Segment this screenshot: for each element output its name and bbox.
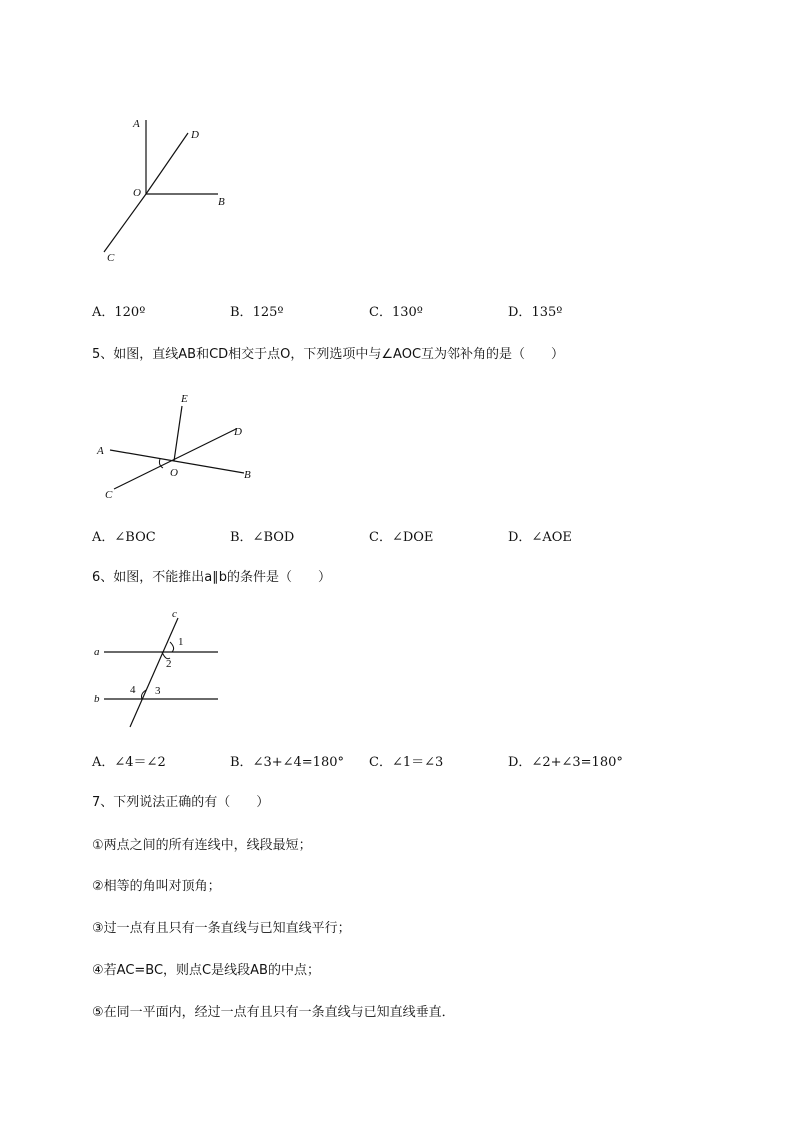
q5-option-b[interactable] [230,529,294,547]
ray-oc [104,194,146,252]
option-letter: A． [92,755,115,770]
option-text: ∠AOE [531,530,572,545]
q7-statement-2: ②相等的角叫对顶角； [92,879,221,894]
q4-option-a[interactable] [92,304,145,322]
option-text: 130º [391,305,423,320]
label-1: 1 [178,636,184,648]
option-text: ∠DOE [391,530,434,545]
label-2: 2 [166,658,172,670]
option-letter: D． [508,755,532,770]
q5-option-c[interactable] [369,529,433,547]
option-text: ∠2+∠3=180° [531,755,623,770]
label-e: E [181,393,188,405]
label-o: O [170,467,178,479]
label-d: D [191,129,199,141]
q7-statement-5: ⑤在同一平面内，经过一点有且只有一条直线与已知直线垂直． [92,1005,455,1020]
option-letter: B． [230,755,253,770]
label-4: 4 [130,684,136,696]
label-3: 3 [155,685,161,697]
ray-oe [174,406,182,461]
q6-option-b[interactable] [230,754,344,772]
q7-statement-1: ①两点之间的所有连线中，线段最短； [92,838,312,853]
q7-statement-4: ④若AC=BC，则点C是线段AB的中点； [92,963,320,978]
line-cd [114,429,236,489]
label-c: C [107,252,115,264]
q5-stem: 5、如图，直线AB和CD相交于点O，下列选项中与∠AOC互为邻补角的是（ ） [92,347,565,362]
label-a: A [97,445,104,457]
label-b: b [94,693,100,705]
q4-option-c[interactable] [369,304,423,322]
q6-figure [90,606,230,731]
q4-figure [96,110,246,270]
option-letter: C． [369,305,392,320]
q6-option-a[interactable] [92,754,166,772]
option-text: ∠BOC [114,530,156,545]
label-b: B [218,196,225,208]
q7-stem: 7、下列说法正确的有（ ） [92,795,270,810]
q7-statement-3: ③过一点有且只有一条直线与已知直线平行； [92,921,351,936]
option-letter: A． [92,530,115,545]
line-c [130,618,178,727]
q5-option-a[interactable] [92,529,156,547]
angle-1-arc [170,642,174,652]
q6-option-d[interactable] [508,754,623,772]
label-c: C [105,489,113,501]
q6-stem: 6、如图，不能推出a∥b的条件是（ ） [92,570,331,585]
option-letter: D． [508,305,532,320]
option-text: ∠1＝∠3 [391,755,444,770]
option-text: 125º [252,305,284,320]
option-text: 135º [531,305,563,320]
option-letter: A． [92,305,115,320]
q6-option-c[interactable] [369,754,443,772]
option-letter: D． [508,530,532,545]
option-text: 120º [114,305,146,320]
option-letter: C． [369,530,392,545]
q4-option-b[interactable] [230,304,284,322]
option-text: ∠BOD [252,530,295,545]
label-d: D [234,426,242,438]
label-c: c [172,608,177,620]
q5-figure [94,388,264,503]
label-b: B [244,469,251,481]
label-o: O [133,187,141,199]
label-a: A [133,118,140,130]
option-text: ∠4＝∠2 [114,755,166,770]
option-letter: B． [230,305,253,320]
option-text: ∠3+∠4=180° [252,755,344,770]
label-a: a [94,646,100,658]
q4-option-d[interactable] [508,304,562,322]
q5-option-d[interactable] [508,529,572,547]
ray-od [146,133,188,194]
option-letter: C． [369,755,392,770]
option-letter: B． [230,530,253,545]
